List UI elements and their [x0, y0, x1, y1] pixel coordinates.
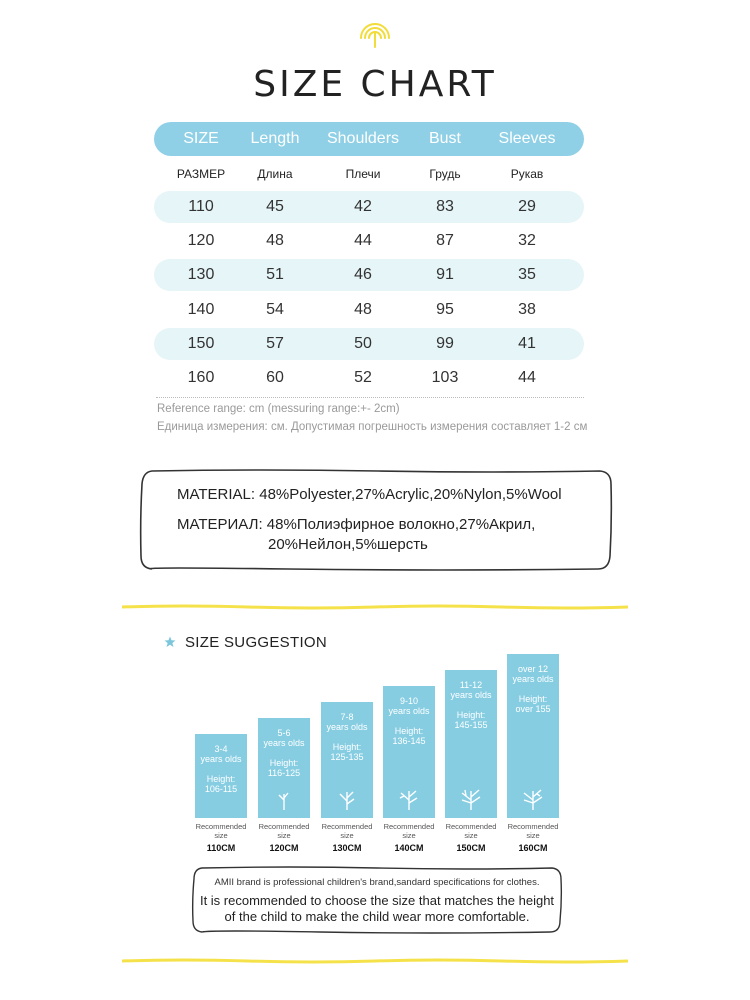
card-age: 5-6 years olds — [263, 728, 305, 748]
size-card-110 — [195, 734, 247, 818]
header-shoulders: Shoulders — [326, 130, 400, 147]
material-ru-line2: 20%Нейлон,5%шерсть — [268, 536, 428, 553]
card-height: Height: 106-115 — [204, 774, 238, 794]
header-ru-length: Длина — [257, 167, 293, 181]
tree-icon — [459, 788, 483, 810]
yellow-divider — [122, 604, 628, 610]
header-sleeves: Sleeves — [498, 130, 556, 147]
cell-shoulders: 46 — [354, 266, 372, 283]
size-table-header — [154, 122, 584, 156]
yellow-divider — [122, 958, 628, 964]
cell-shoulders: 48 — [354, 301, 372, 318]
recommended-label: Recommended size — [321, 822, 373, 840]
size-card-160 — [507, 654, 559, 818]
recommended-label: Recommended size — [445, 822, 497, 840]
cell-shoulders: 44 — [354, 232, 372, 249]
cell-size: 130 — [187, 266, 215, 283]
cell-length: 57 — [266, 335, 284, 352]
cell-bust: 95 — [436, 301, 454, 318]
recommended-size: 130CM — [332, 843, 362, 853]
header-size: SIZE — [183, 130, 219, 147]
recommended-size: 160CM — [518, 843, 548, 853]
table-row — [154, 225, 584, 257]
cell-shoulders: 42 — [354, 198, 372, 215]
card-height: Height: 136-145 — [392, 726, 426, 746]
size-suggestion-title: SIZE SUGGESTION — [185, 634, 328, 651]
cell-sleeves: 41 — [518, 335, 536, 352]
cell-sleeves: 32 — [518, 232, 536, 249]
size-card-130 — [321, 702, 373, 818]
recommended-label: Recommended size — [383, 822, 435, 840]
card-height: Height: 145-155 — [454, 710, 488, 730]
card-height: Height: over 155 — [515, 694, 551, 714]
cell-length: 51 — [266, 266, 284, 283]
cell-sleeves: 44 — [518, 369, 536, 386]
cell-length: 54 — [266, 301, 284, 318]
note-en: Reference range: cm (messuring range:+- 2cm) — [157, 403, 400, 415]
cell-size: 150 — [187, 335, 215, 352]
recommended-label: Recommended size — [258, 822, 310, 840]
tree-icon — [272, 788, 296, 810]
cell-bust: 83 — [436, 198, 454, 215]
cell-shoulders: 50 — [354, 335, 372, 352]
recommended-size: 150CM — [456, 843, 486, 853]
recommended-label: Recommended size — [507, 822, 559, 840]
cell-sleeves: 35 — [518, 266, 536, 283]
cell-bust: 91 — [436, 266, 454, 283]
table-row — [154, 362, 584, 394]
card-age: over 12 years olds — [512, 664, 554, 684]
cell-bust: 103 — [431, 369, 459, 386]
size-card-150 — [445, 670, 497, 818]
header-length: Length — [250, 130, 300, 147]
cell-shoulders: 52 — [354, 369, 372, 386]
recommended-size: 110CM — [206, 843, 236, 853]
table-row — [154, 294, 584, 326]
recommended-size: 140CM — [394, 843, 424, 853]
star-icon — [164, 636, 176, 648]
cell-size: 110 — [188, 198, 214, 215]
note-ru: Единица измерения: см. Допустимая погрешность измерения составляет 1-2 см — [157, 421, 588, 433]
header-ru-shoulders: Плечи — [345, 167, 381, 181]
size-advice: It is recommended to choose the size that matches the height of the child to make the child wear more comfortable. — [199, 893, 555, 924]
recommended-size: 120CM — [269, 843, 299, 853]
card-age: 3-4 years olds — [200, 744, 242, 764]
cell-length: 60 — [266, 369, 284, 386]
cell-sleeves: 29 — [518, 198, 536, 215]
card-age: 7-8 years olds — [326, 712, 368, 732]
table-row — [154, 259, 584, 291]
cell-sleeves: 38 — [518, 301, 536, 318]
card-age: 11-12 years olds — [450, 680, 492, 700]
material-ru-line1: МАТЕРИАЛ: 48%Полиэфирное волокно,27%Акрил, — [177, 516, 536, 533]
cell-length: 48 — [266, 232, 284, 249]
cell-bust: 99 — [436, 335, 454, 352]
header-ru-bust: Грудь — [429, 167, 461, 181]
size-table-header-ru — [154, 164, 584, 184]
size-card-120 — [258, 718, 310, 818]
page-title: SIZE CHART — [253, 64, 497, 105]
table-divider — [156, 397, 584, 398]
table-row — [154, 328, 584, 360]
brand-info: AMII brand is professional children's brand,sandard specifications for clothes. — [214, 877, 540, 888]
size-card-140 — [383, 686, 435, 818]
cell-size: 160 — [187, 369, 215, 386]
recommended-label: Recommended size — [195, 822, 247, 840]
header-ru-sleeves: Рукав — [510, 167, 544, 181]
cell-bust: 87 — [436, 232, 454, 249]
table-row — [154, 191, 584, 223]
card-height: Height: 116-125 — [267, 758, 301, 778]
tree-icon — [335, 788, 359, 810]
brand-sun-icon — [357, 20, 393, 48]
material-en: MATERIAL: 48%Polyester,27%Acrylic,20%Nylon,5%Wool — [177, 486, 562, 503]
cell-size: 120 — [187, 232, 215, 249]
header-bust: Bust — [428, 130, 461, 147]
card-age: 9-10 years olds — [388, 696, 430, 716]
cell-length: 45 — [266, 198, 284, 215]
tree-icon — [521, 788, 545, 810]
cell-size: 140 — [187, 301, 215, 318]
card-height: Height: 125-135 — [330, 742, 364, 762]
header-ru-size: РАЗМЕР — [176, 167, 226, 181]
tree-icon — [397, 788, 421, 810]
